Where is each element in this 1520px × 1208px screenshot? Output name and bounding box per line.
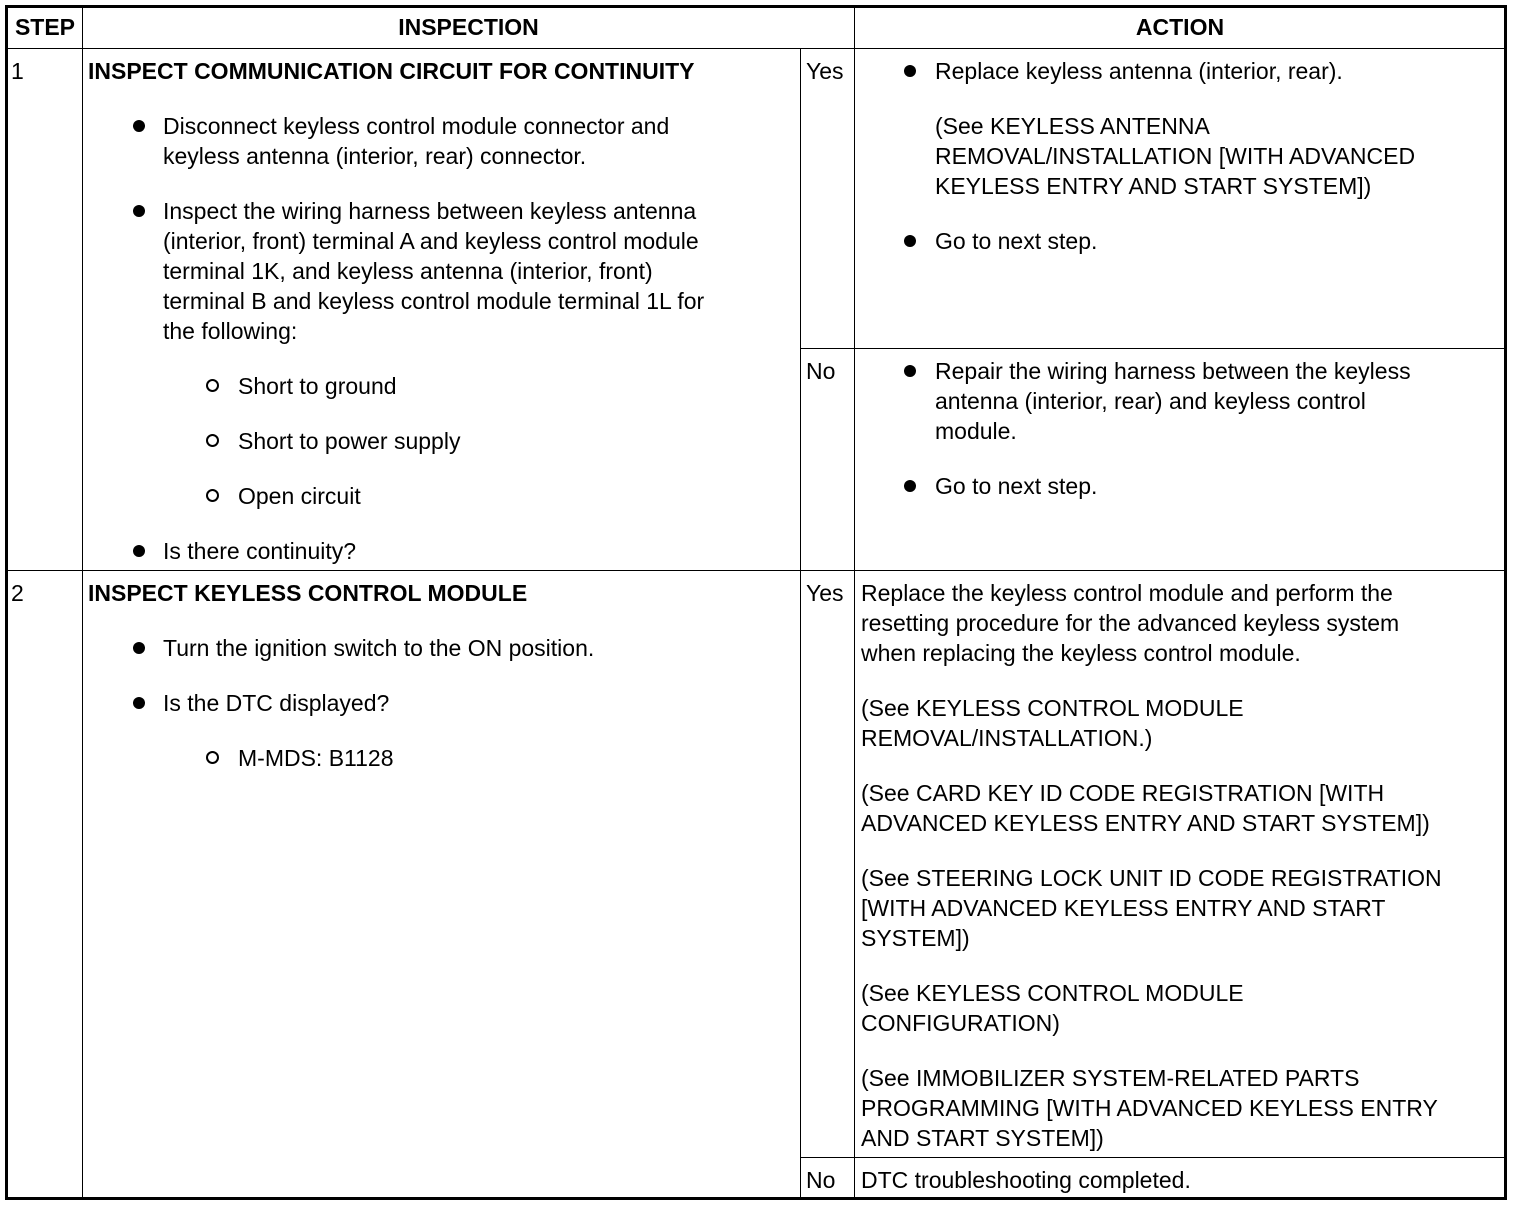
divider <box>800 348 1506 349</box>
inspection-sub-item: Short to ground <box>238 373 397 399</box>
action-paragraph: Replace the keyless control module and perform the resetting procedure for the advanced keyless system when replacing the keyless control module. <box>861 580 1400 666</box>
inspection-bullet: Disconnect keyless control module connector and keyless antenna (interior, rear) connector. <box>163 113 670 169</box>
bullet-icon <box>904 365 916 377</box>
step-title: INSPECT KEYLESS CONTROL MODULE <box>88 580 528 606</box>
yes-label: Yes <box>806 580 844 606</box>
sub-bullet-icon <box>206 434 219 447</box>
divider <box>800 1157 1506 1158</box>
inspection-sub-item: M-MDS: B1128 <box>238 745 394 771</box>
inspection-bullet: Is there continuity? <box>163 538 357 564</box>
inspection-bullet: Turn the ignition switch to the ON position. <box>163 635 595 661</box>
inspection-bullet: Is the DTC displayed? <box>163 690 390 716</box>
bullet-icon <box>904 235 916 247</box>
see-reference: (See KEYLESS CONTROL MODULE CONFIGURATION) <box>861 980 1244 1036</box>
action-paragraph: DTC troubleshooting completed. <box>861 1167 1191 1193</box>
divider <box>800 48 801 1199</box>
inspection-sub-item: Short to power supply <box>238 428 461 454</box>
sub-bullet-icon <box>206 751 219 764</box>
action-bullet: Repair the wiring harness between the keyless antenna (interior, rear) and keyless control module. <box>935 358 1411 444</box>
bullet-icon <box>904 480 916 492</box>
inspection-bullet: Inspect the wiring harness between keyless antenna (interior, front) terminal A and keyless control module terminal 1K, and keyless antenna (interior, front) terminal B and keyless control module terminal 1L for the following: <box>163 198 705 344</box>
action-bullet: Go to next step. <box>935 228 1098 254</box>
see-reference: (See CARD KEY ID CODE REGISTRATION [WITH ADVANCED KEYLESS ENTRY AND START SYSTEM]) <box>861 780 1430 836</box>
divider <box>6 570 1506 571</box>
inspection-sub-item: Open circuit <box>238 483 361 509</box>
bullet-icon <box>133 642 145 654</box>
bullet-icon <box>133 205 145 217</box>
bullet-icon <box>133 120 145 132</box>
see-reference: (See KEYLESS CONTROL MODULE REMOVAL/INSTALLATION.) <box>861 695 1244 751</box>
see-reference: (See KEYLESS ANTENNA REMOVAL/INSTALLATION [WITH ADVANCED KEYLESS ENTRY AND START SYSTEM]) <box>935 113 1416 199</box>
divider <box>6 48 1506 49</box>
action-bullet: Go to next step. <box>935 473 1098 499</box>
no-label: No <box>806 1167 836 1193</box>
step-number: 1 <box>11 58 24 84</box>
divider <box>854 6 855 1199</box>
header-inspection: INSPECTION <box>398 14 539 40</box>
header-step: STEP <box>14 14 76 40</box>
bullet-icon <box>133 697 145 709</box>
bullet-icon <box>904 65 916 77</box>
yes-label: Yes <box>806 58 844 84</box>
sub-bullet-icon <box>206 379 219 392</box>
bullet-icon <box>133 545 145 557</box>
no-label: No <box>806 358 836 384</box>
step-title: INSPECT COMMUNICATION CIRCUIT FOR CONTINUITY <box>88 58 695 84</box>
step-number: 2 <box>11 580 24 606</box>
divider <box>82 6 83 1199</box>
sub-bullet-icon <box>206 489 219 502</box>
header-action: ACTION <box>1135 14 1225 40</box>
action-bullet: Replace keyless antenna (interior, rear). <box>935 58 1343 84</box>
see-reference: (See IMMOBILIZER SYSTEM-RELATED PARTS PROGRAMMING [WITH ADVANCED KEYLESS ENTRY AND START SYSTEM]) <box>861 1065 1438 1151</box>
see-reference: (See STEERING LOCK UNIT ID CODE REGISTRATION [WITH ADVANCED KEYLESS ENTRY AND START SYSTEM]) <box>861 865 1442 951</box>
